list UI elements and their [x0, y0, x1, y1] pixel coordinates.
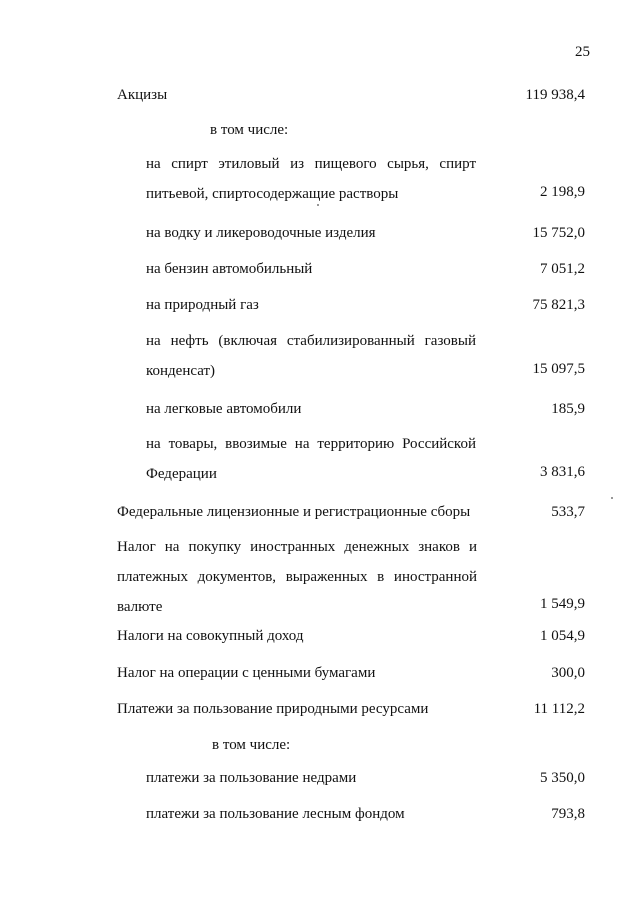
row-value: 300,0	[551, 665, 585, 681]
row-value: 75 821,3	[532, 297, 585, 313]
row-value: 3 831,6	[540, 464, 585, 480]
row-label: на природный газ	[146, 297, 259, 313]
row-value: 7 051,2	[540, 261, 585, 277]
scan-speck	[611, 497, 613, 499]
row-label: на нефть (включая стабилизированный газовый конденсат)	[146, 333, 476, 379]
row-label: платежи за пользование недрами	[146, 770, 357, 786]
row-value: 5 350,0	[540, 770, 585, 786]
row-label: Платежи за пользование природными ресурсами	[117, 701, 429, 717]
row-label: Налог на операции с ценными бумагами	[117, 665, 376, 681]
row-label: Налог на покупку иностранных денежных знаков и платежных документов, выраженных в иностранной валюте	[117, 539, 477, 615]
row-value: 1 054,9	[540, 628, 585, 644]
row-label: на спирт этиловый из пищевого сырья, спирт питьевой, спиртосодержащие растворы	[146, 156, 476, 202]
page-number: 25	[575, 44, 590, 60]
row-value: 15 752,0	[532, 225, 585, 241]
row-value: 15 097,5	[532, 361, 585, 377]
row-value: 119 938,4	[525, 87, 585, 103]
row-label: Федеральные лицензионные и регистрационные сборы	[117, 504, 471, 520]
row-label: Налоги на совокупный доход	[117, 628, 304, 644]
row-value: 2 198,9	[540, 184, 585, 200]
row-label: на легковые автомобили	[146, 401, 302, 417]
row-label: на товары, ввозимые на территорию Российской Федерации	[146, 436, 476, 482]
row-value: 793,8	[551, 806, 585, 822]
row-value: 185,9	[551, 401, 585, 417]
row-label: в том числе:	[210, 122, 289, 138]
row-value: 533,7	[551, 504, 585, 520]
row-value: 11 112,2	[533, 701, 585, 717]
scan-speck	[317, 204, 319, 206]
row-label: на бензин автомобильный	[146, 261, 313, 277]
row-label: платежи за пользование лесным фондом	[146, 806, 405, 822]
row-value: 1 549,9	[540, 596, 585, 612]
row-label: в том числе:	[212, 737, 291, 753]
row-label: на водку и ликероводочные изделия	[146, 225, 376, 241]
row-label: Акцизы	[117, 87, 168, 103]
